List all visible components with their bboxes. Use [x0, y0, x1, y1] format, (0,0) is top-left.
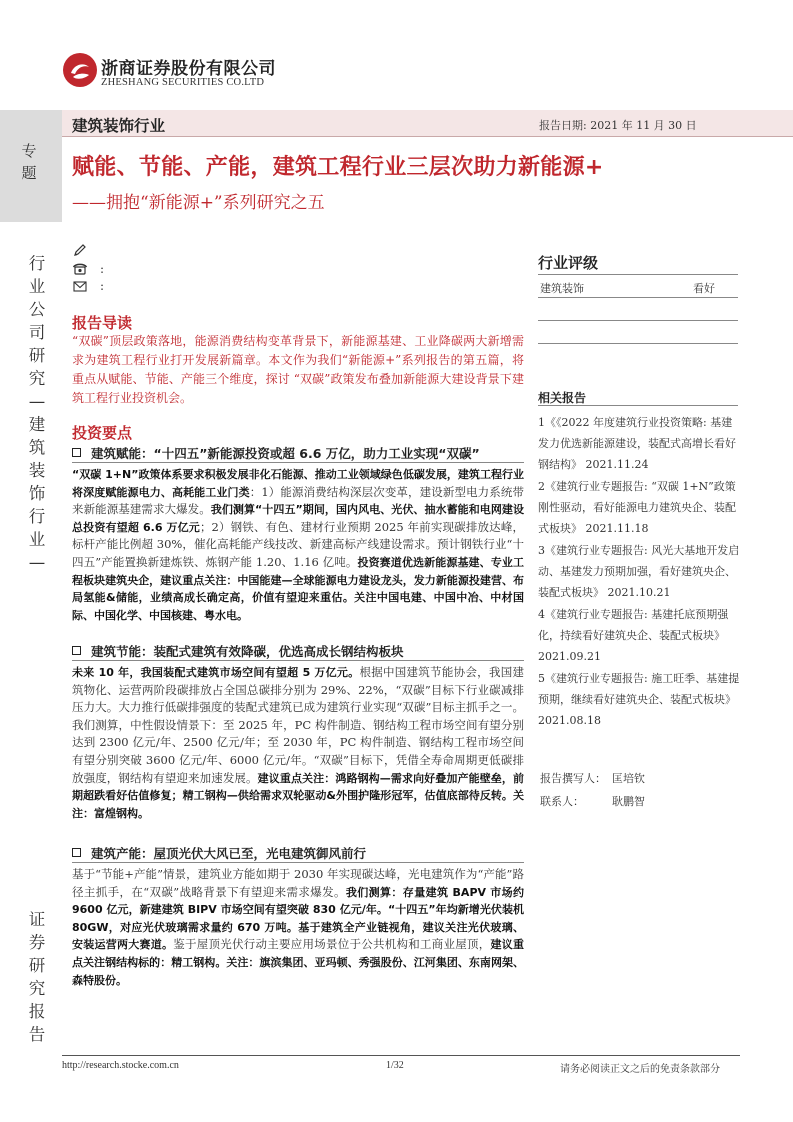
report-type-text: 专题	[21, 142, 37, 182]
point-3-title: 建筑产能：屋顶光伏大风已至，光电建筑御风前行	[91, 846, 367, 861]
related-reports-divider	[538, 405, 738, 406]
industry-name: 建筑装饰行业	[72, 117, 166, 135]
footer-disclaimer: 请务必阅读正文之后的免责条款部分	[560, 1064, 720, 1075]
point-2-seg-3: 建议重点关注：鸿路钢构—需求向好叠加产能壁垒，前期超跌看好估值修复；精工钢构—供给需求双轮驱动&外围护隆形冠军，估值底部待反转。关注：富煌钢构。	[72, 771, 524, 820]
author-writer-row	[540, 770, 645, 786]
related-report-item[interactable]: 4《建筑行业专题报告: 基建托底预期强化，持续看好建筑央企、装配式板块》 2021.09.21	[538, 608, 729, 663]
point-1-divider	[72, 462, 524, 463]
point-3-seg-3: 鉴于屋顶光伏行动主要应用场景位于公共机构和工商业屋顶，	[173, 937, 491, 952]
vertical-category-text: 行业公司研究—建筑装饰行业—	[28, 254, 46, 572]
author-writer-label: 报告撰写人：	[540, 772, 606, 785]
contact-analyst-row	[72, 242, 100, 258]
rating-divider-3	[538, 343, 738, 344]
point-2-divider	[72, 660, 524, 661]
point-1-paragraph	[72, 466, 524, 624]
author-contact-row	[540, 793, 645, 809]
point-1-seg-3: 我们测算“十四五”期间，国内风电、光伏、抽水蓄能和电网建设总投资有望超 6.6 万亿元	[72, 503, 524, 534]
point-1-heading	[72, 444, 480, 462]
checkbox-bullet-icon	[72, 848, 81, 857]
point-2-paragraph	[72, 664, 524, 822]
report-title: 赋能、节能、产能，建筑工程行业三层次助力新能源+	[72, 155, 604, 180]
point-3-seg-4: 建议重点关注钢结构标的：精工钢构。关注：旗滨集团、亚玛顿、秀强股份、江河集团、东南网架、森特股份。	[72, 938, 524, 987]
related-report-item[interactable]: 1《《2022 年度建筑行业投资策略: 基建发力优选新能源建设，装配式高增长看好钢结构》 2021.11.24	[538, 416, 736, 471]
points-heading: 投资要点	[72, 424, 133, 442]
guide-paragraph: “双碳”顶层政策落地，能源消费结构变革背景下，新能源基建、工业降碳两大新增需求为建筑工程行业打开发展新篇章。本文作为我们“新能源+”系列报告的第五篇，将重点从赋能、节能、产能三个维度，探讨 “双碳”政策发布叠加新能源大建设背景下建筑工程行业投资机会。	[72, 334, 524, 405]
contact-phone-text: :	[100, 262, 105, 276]
point-1-title: 建筑赋能：“十四五”新能源投资或超 6.6 万亿，助力工业实现“双碳”	[91, 446, 480, 461]
point-3-seg-2: 我们测算：存量建筑 BAPV 市场约 9600 亿元，新建建筑 BIPV 市场空间有望突破 830 亿元/年。“十四五”年均新增光伏装机 80GW，对应光伏玻璃需求量约 670 万吨。基于建筑全产业链视角，建议关注光伏玻璃、安装运营两大赛道。	[72, 885, 524, 952]
point-1-seg-4: ；2）钢铁、有色、建材行业预期 2025 年前实现碳排放达峰，标杆产能比例超 30%，催化高耗能产线技改、新建高标产线建设需求。预计钢铁行业“十四五”产能置换新建炼铁、炼钢产能 1.20、1.16 亿吨。	[72, 519, 524, 569]
vertical-doctype-label	[24, 908, 50, 1046]
rating-industry: 建筑装饰	[540, 282, 584, 295]
vertical-doctype-text: 证券研究报告	[28, 910, 46, 1044]
pen-icon	[72, 243, 88, 257]
author-contact-label: 联系人：	[540, 795, 584, 808]
phone-icon	[72, 262, 88, 276]
report-date: 报告日期: 2021 年 11 月 30 日	[539, 119, 697, 132]
point-1-seg-5: 投资赛道优选新能源基建、专业工程板块建筑央企，建议重点关注：中国能建—全球能源电力建设龙头，发力新能源投建营、布局氢能&储能，业绩高成长确定高，价值有望迎来重估。关注中国电建、中国中冶、中材国际、中国化学、中国核建、粤水电。	[72, 555, 525, 622]
rating-heading: 行业评级	[538, 254, 599, 272]
footer-divider	[62, 1055, 740, 1056]
vertical-category-label	[24, 252, 50, 574]
rating-divider-2	[538, 320, 738, 321]
related-report-item[interactable]: 3《建筑行业专题报告: 风光大基地开发启动、基建发力预期加强，看好建筑央企、装配式板块》 2021.10.21	[538, 544, 740, 599]
contact-mail-text: :	[100, 279, 105, 293]
contact-mail-row	[72, 278, 104, 294]
checkbox-bullet-icon	[72, 448, 81, 457]
checkbox-bullet-icon	[72, 646, 81, 655]
author-contact-name: 耿鹏智	[612, 795, 645, 808]
related-reports-heading: 相关报告	[538, 391, 587, 405]
point-2-seg-1: 未来 10 年，我国装配式建筑市场空间有望超 5 万亿元。	[72, 666, 360, 679]
related-report-item[interactable]: 2《建筑行业专题报告: “双碳 1+N”政策刚性驱动，看好能源电力建筑央企、装配式板块》 2021.11.18	[538, 480, 736, 535]
related-report-item[interactable]: 5《建筑行业专题报告: 施工旺季、基建提预期，继续看好建筑央企、装配式板块》 2021.08.18	[538, 672, 740, 727]
point-1-seg-1: “双碳 1+N”政策体系要求积极发展非化石能源、推动工业领域绿色低碳发展，建筑工程行业将深度赋能源电力、高耗能工业门类	[72, 468, 524, 499]
point-3-heading	[72, 844, 366, 862]
company-name-en: ZHESHANG SECURITIES CO.LTD	[101, 77, 265, 88]
guide-heading: 报告导读	[72, 314, 133, 332]
related-reports-list	[538, 412, 743, 732]
rating-divider-1	[538, 297, 738, 298]
zheshang-logo-icon	[62, 52, 98, 88]
company-name-cn: 浙商证券股份有限公司	[101, 59, 276, 79]
mail-icon	[72, 279, 88, 293]
point-2-heading	[72, 642, 404, 660]
contact-phone-row	[72, 261, 104, 277]
report-subtitle: ——拥抱“新能源+”系列研究之五	[72, 193, 325, 213]
report-type-label	[0, 140, 58, 184]
rating-value: 看好	[693, 282, 715, 295]
point-3-divider	[72, 862, 524, 863]
point-3-seg-1: 基于“节能+产能”情景，建筑业方能如期于 2030 年实现碳达峰，光电建筑作为“产能”路径主抓手，在“双碳”战略背景下有望迎来需求爆发。	[72, 867, 524, 899]
point-1-seg-2: ：1）能源消费结构深层次变革，建设新型电力系统带来新能源基建需求大爆发。	[72, 484, 524, 517]
point-3-paragraph	[72, 866, 524, 989]
rating-top-divider	[538, 274, 738, 275]
point-2-seg-2: 根据中国建筑节能协会，我国建筑物化、运营两阶段碳排放占全国总碳排分别为 29%、22%，“双碳”目标下行业碳减排压力大。大力推行低碳排强度的装配式建筑已成为建筑行业实现“双碳”目标主抓手之一。我们测算，中性假设情景下：至 2025 年，PC 构件制造、钢结构工程市场空间有望分别达到 2300 亿元/年、2500 亿元/年；至 2030 年，PC 构件制造、钢结构工程市场空间有望分别突破 3600 亿元/年、6000 亿元/年。“双碳”目标下，凭借全寿命周期更低碳排放强度，钢结构有望迎来加速发展。	[72, 665, 525, 785]
page-number: 1/32	[386, 1060, 404, 1071]
author-writer-name: 匡培钦	[612, 772, 645, 785]
footer-url-link[interactable]: http://research.stocke.com.cn	[62, 1060, 179, 1071]
point-2-title: 建筑节能：装配式建筑有效降碳，优选高成长钢结构板块	[91, 644, 404, 659]
